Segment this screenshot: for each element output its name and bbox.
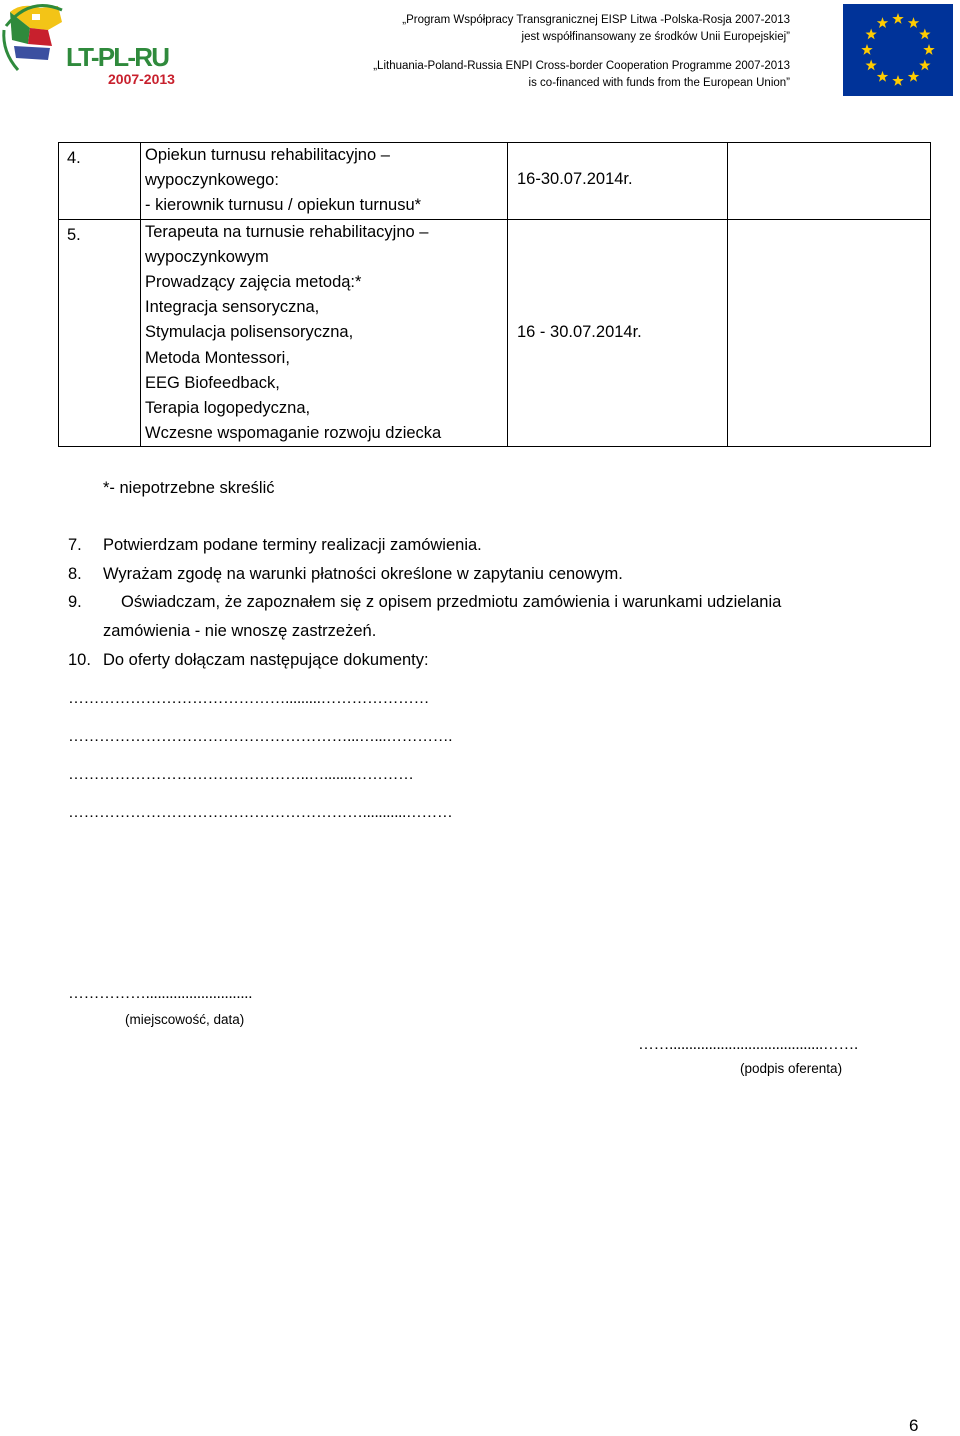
signature-line: …….......................................……. <box>638 1036 858 1053</box>
row-description-line: Integracja sensoryczna, <box>145 298 320 317</box>
declaration-text: Wyrażam zgodę na warunki płatności określone w zapytaniu cenowym. <box>103 565 623 583</box>
empty-cell <box>728 219 931 447</box>
declaration-text: Potwierdzam podane terminy realizacji zamówienia. <box>103 536 482 554</box>
row-description-line: Terapia logopedyczna, <box>145 399 311 418</box>
document-fill-line: …………………………………….........………………… <box>68 690 430 707</box>
place-date-label: (miejscowość, data) <box>125 1012 245 1027</box>
eu-flag-icon <box>843 4 953 96</box>
logo-years: 2007-2013 <box>108 71 175 87</box>
declaration-text: Do oferty dołączam następujące dokumenty: <box>103 651 429 669</box>
document-fill-line: …………………………………………………...........……… <box>68 804 453 821</box>
header-line-4: is co-financed with funds from the European Union” <box>528 76 790 89</box>
declaration-number: 8. <box>68 565 82 583</box>
declaration-number: 10. <box>68 651 91 669</box>
empty-cell <box>728 143 931 220</box>
row-description-line: Wczesne wspomaganie rozwoju dziecka <box>145 424 442 443</box>
row-date: 16 - 30.07.2014r. <box>508 219 728 447</box>
programme-header <box>270 12 790 91</box>
row-description-line: Opiekun turnusu rehabilitacyjno – <box>145 146 390 164</box>
declaration-number: 9. <box>68 593 82 611</box>
row-description-line: - kierownik turnusu / opiekun turnusu* <box>145 196 422 215</box>
row-number: 5. <box>67 225 81 244</box>
row-description-line: wypoczynkowym <box>145 247 269 266</box>
table-row <box>59 219 931 447</box>
logo-text: LT-PL-RU <box>66 42 170 72</box>
row-description-line: Metoda Montessori, <box>145 348 290 367</box>
footnote: *- niepotrzebne skreślić <box>103 479 275 497</box>
declaration-text: Oświadczam, że zapoznałem się z opisem przedmiotu zamówienia i warunkami udzielania <box>121 593 782 611</box>
row-description-line: Prowadzący zajęcia metodą:* <box>145 273 362 292</box>
declaration-number: 7. <box>68 536 82 554</box>
header-line-2: jest współfinansowany ze środków Unii Europejskiej” <box>521 30 790 43</box>
page-number: 6 <box>909 1416 919 1435</box>
row-description-line: wypoczynkowego: <box>145 171 279 190</box>
table-row <box>59 143 931 220</box>
positions-table <box>58 142 931 447</box>
document-fill-line: ………………………………………..….......………… <box>68 766 414 783</box>
row-number: 4. <box>67 149 81 167</box>
row-date: 16-30.07.2014r. <box>508 143 728 220</box>
row-description-line: EEG Biofeedback, <box>145 373 280 392</box>
header-line-1: „Program Współpracy Transgranicznej EISP Litwa -Polska-Rosja 2007-2013 <box>402 14 790 26</box>
header-line-3: „Lithuania-Poland-Russia ENPI Cross-border Cooperation Programme 2007-2013 <box>373 60 790 72</box>
signature-label: (podpis oferenta) <box>740 1061 843 1076</box>
row-description-line: Stymulacja polisensoryczna, <box>145 323 354 342</box>
row-description-line: Terapeuta na turnusie rehabilitacyjno – <box>145 222 429 241</box>
place-date-line: ……………........................... <box>68 985 253 1002</box>
lt-pl-ru-logo <box>0 0 180 92</box>
document-fill-line: ………………………………………………...…...…………. <box>68 728 453 745</box>
declaration-text-continued: zamówienia - nie wnoszę zastrzeżeń. <box>103 622 377 640</box>
